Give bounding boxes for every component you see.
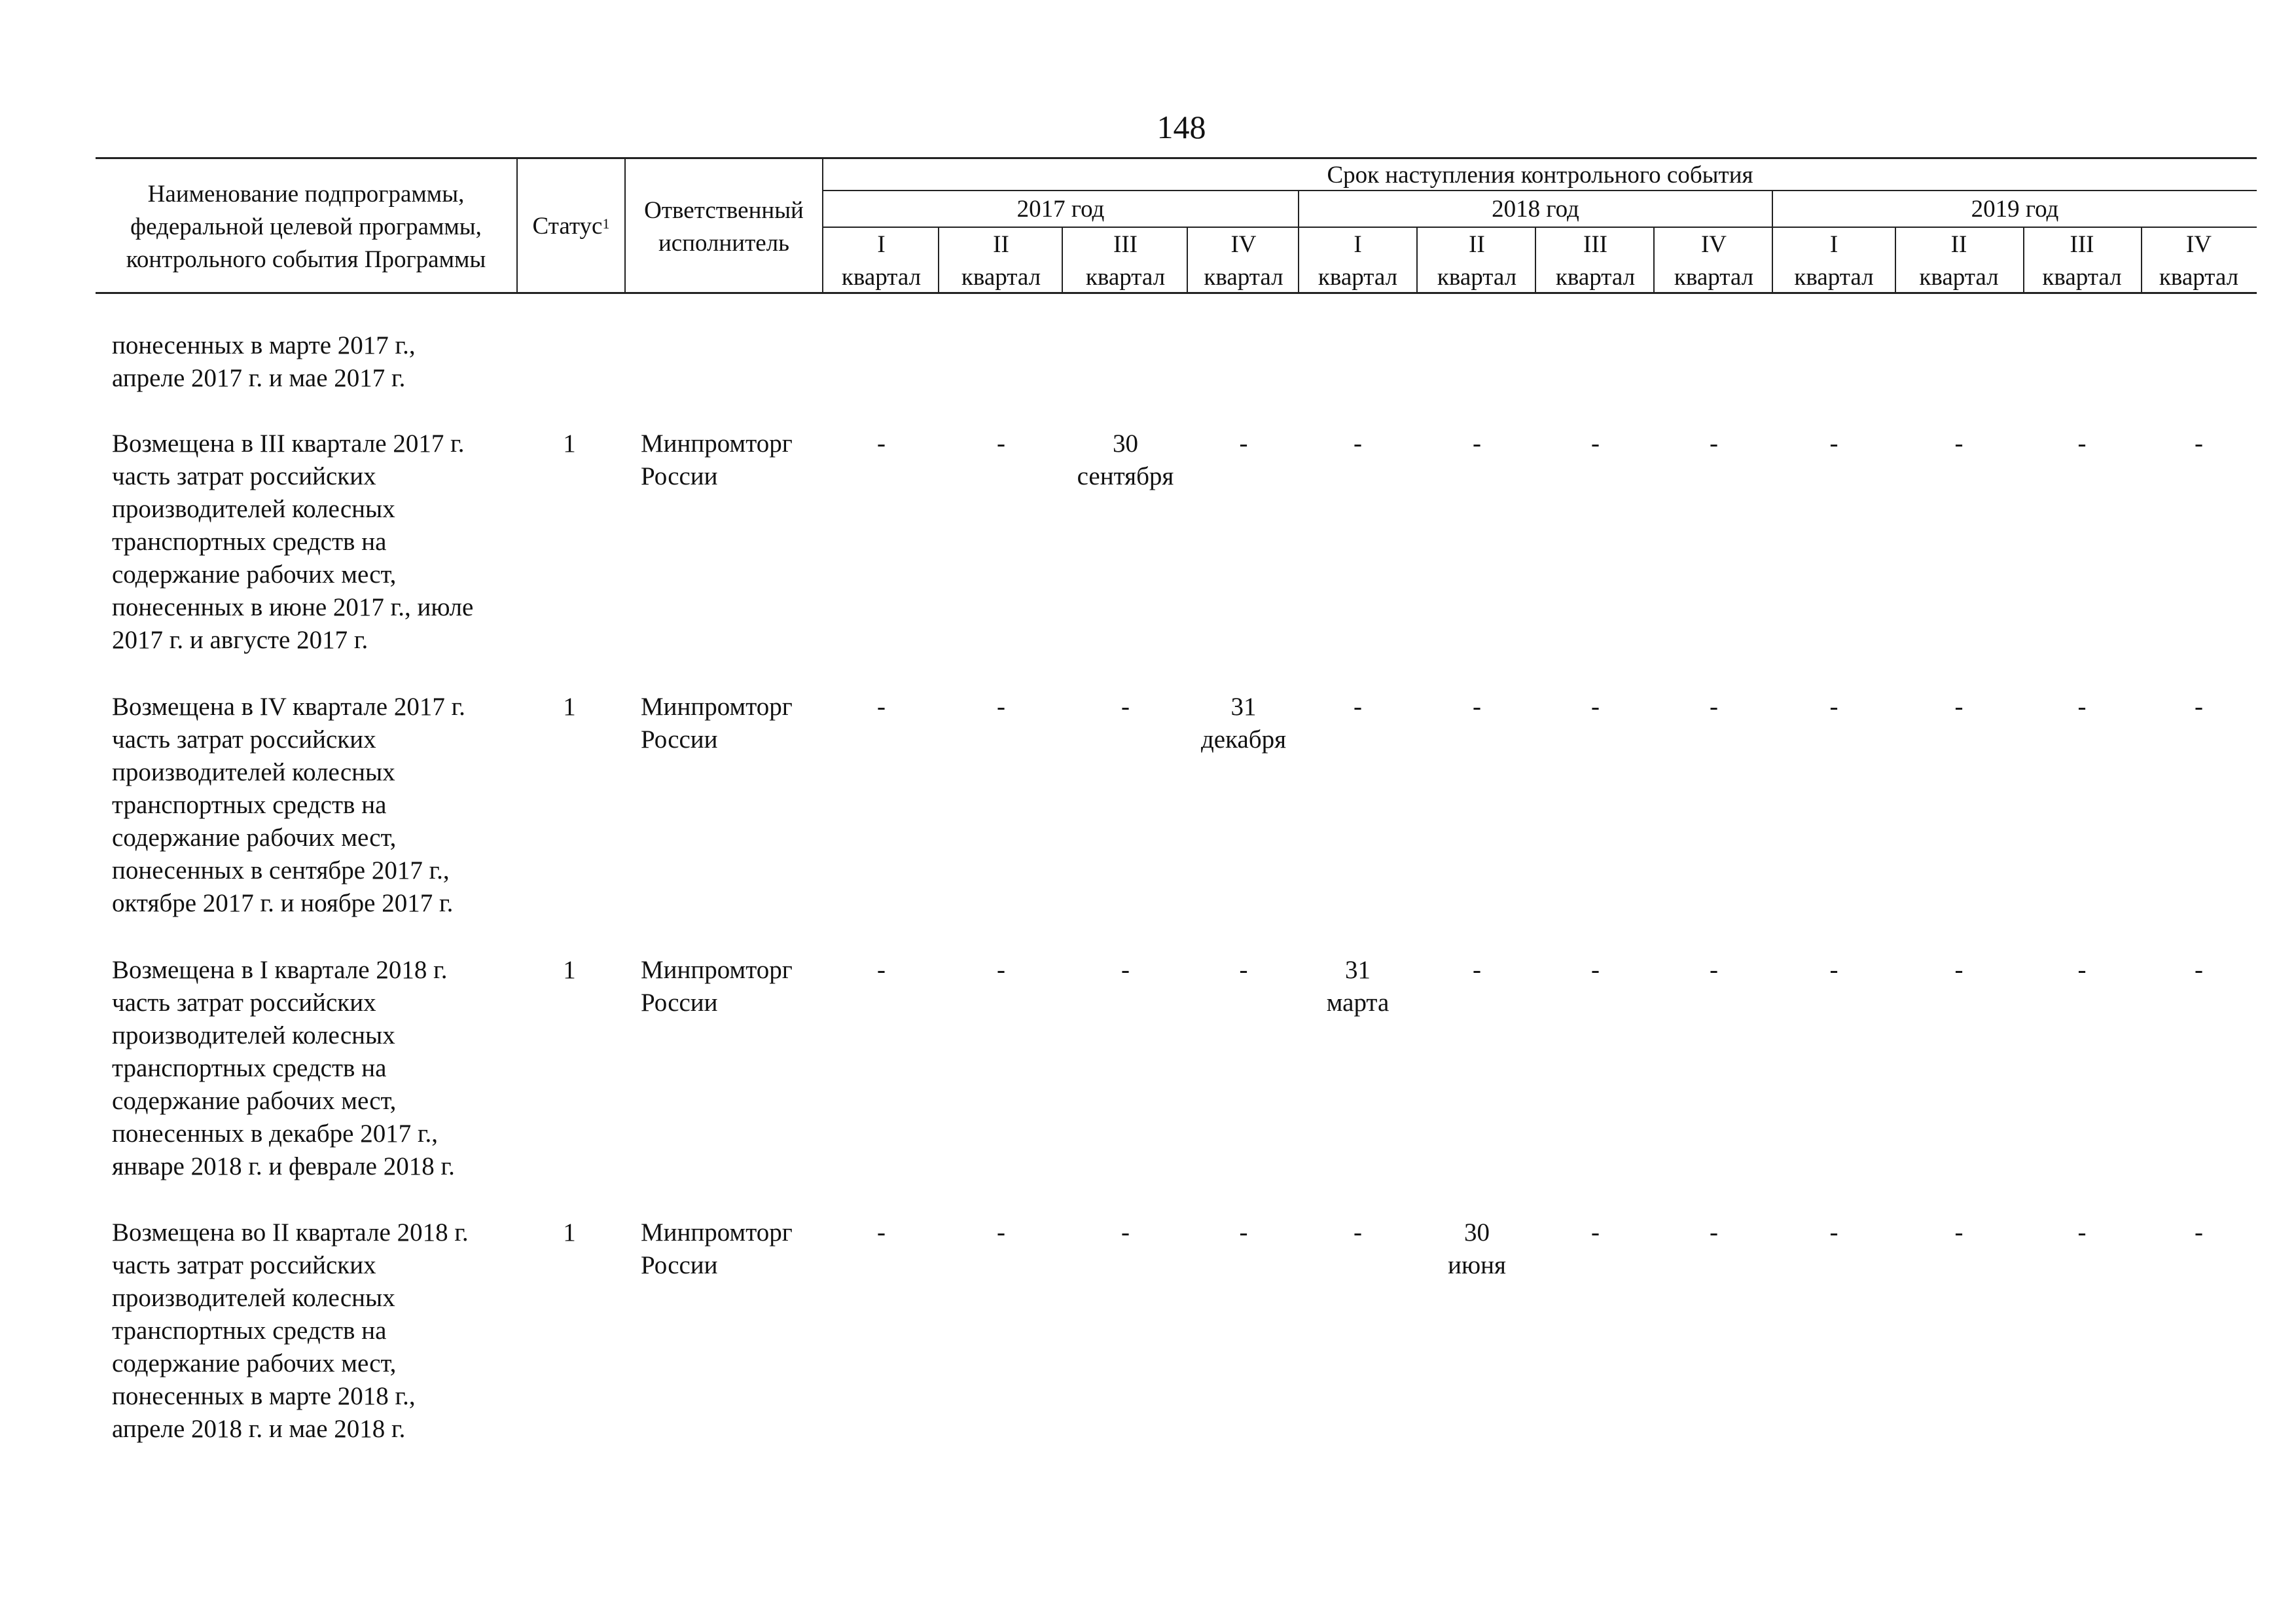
page-number: 148 xyxy=(1157,109,1206,145)
quarter-deadline-cell: - xyxy=(2195,693,2203,721)
event-executor: Минпромторг России xyxy=(641,693,793,754)
quarter-deadline-cell: - xyxy=(877,1218,886,1247)
header-executor-column: Ответственный исполнитель xyxy=(644,197,804,257)
quarter-deadline-cell: - xyxy=(2077,1218,2087,1247)
quarter-deadline-cell: - xyxy=(1710,693,1718,721)
quarter-deadline-cell: - xyxy=(1829,429,1839,458)
quarter-deadline-cell: - xyxy=(1829,693,1839,721)
quarter-deadline-cell: 30 июня xyxy=(1448,1218,1506,1279)
header-quarter-numeral: I xyxy=(1354,231,1362,258)
quarter-deadline-cell: - xyxy=(997,956,1005,984)
quarter-deadline-cell: - xyxy=(1954,429,1964,458)
header-quarter-numeral: I xyxy=(877,231,886,258)
event-name: Возмещена в I квартале 2018 г. часть затрат российских производителей колесных транспортных средств на содержание рабочих мест, понесенных в декабре 2017 г., январе 2018 г. и феврале 2018 г. xyxy=(112,956,455,1180)
quarter-deadline-cell: - xyxy=(1354,429,1362,458)
quarter-deadline-cell: - xyxy=(1591,1218,1600,1247)
quarter-deadline-cell: - xyxy=(1591,429,1600,458)
header-quarter-numeral: III xyxy=(1583,231,1607,258)
header-quarter-numeral: I xyxy=(1829,231,1839,258)
quarter-deadline-cell: - xyxy=(997,1218,1005,1247)
header-quarter-word: квартал xyxy=(1085,264,1166,291)
quarter-deadline-cell: - xyxy=(2195,1218,2203,1247)
quarter-deadline-cell: 30 сентября xyxy=(1077,429,1174,490)
header-status-label: Статус xyxy=(532,213,603,240)
quarter-deadline-cell: - xyxy=(1473,429,1481,458)
quarter-deadline-cell: - xyxy=(1954,693,1964,721)
quarter-deadline-cell: - xyxy=(1473,956,1481,984)
header-quarter-word: квартал xyxy=(1794,264,1874,291)
header-quarter-word: квартал xyxy=(2159,264,2239,291)
quarter-deadline-cell: - xyxy=(1710,429,1718,458)
quarter-deadline-cell: 31 марта xyxy=(1326,956,1390,1017)
header-year-2017: 2017 год xyxy=(1016,196,1105,223)
header-quarter-word: квартал xyxy=(841,264,922,291)
quarter-deadline-cell: - xyxy=(2195,429,2203,458)
quarter-deadline-cell: - xyxy=(1354,1218,1362,1247)
header-quarter-word: квартал xyxy=(1318,264,1398,291)
header-quarter-word: квартал xyxy=(1919,264,1999,291)
header-quarter-numeral: III xyxy=(2070,231,2094,258)
event-executor: Минпромторг России xyxy=(641,429,793,490)
quarter-deadline-cell: - xyxy=(1829,1218,1839,1247)
header-status-column xyxy=(518,211,624,242)
quarter-deadline-cell: 31 декабря xyxy=(1200,693,1287,754)
quarter-deadline-cell: - xyxy=(997,429,1005,458)
header-quarter-numeral: III xyxy=(1113,231,1138,258)
quarter-deadline-cell: - xyxy=(1473,693,1481,721)
quarter-deadline-cell: - xyxy=(1954,956,1964,984)
quarter-deadline-cell: - xyxy=(1954,1218,1964,1247)
event-status: 1 xyxy=(563,693,576,721)
quarter-deadline-cell: - xyxy=(1591,956,1600,984)
header-quarter-word: квартал xyxy=(1674,264,1754,291)
event-status: 1 xyxy=(563,1218,576,1247)
quarter-deadline-cell: - xyxy=(1710,956,1718,984)
quarter-deadline-cell: - xyxy=(1829,956,1839,984)
quarter-deadline-cell: - xyxy=(997,693,1005,721)
quarter-deadline-cell: - xyxy=(877,956,886,984)
event-name: Возмещена в III квартале 2017 г. часть затрат российских производителей колесных транспортных средств на содержание рабочих мест, понесенных в июне 2017 г., июле 2017 г. и августе 2017 г. xyxy=(112,429,474,654)
quarter-deadline-cell: - xyxy=(1239,429,1248,458)
header-name-column: Наименование подпрограммы, федеральной целевой программы, контрольного события Программы xyxy=(126,181,486,273)
header-quarter-numeral: IV xyxy=(1230,231,1257,258)
quarter-deadline-cell: - xyxy=(2077,693,2087,721)
header-quarter-word: квартал xyxy=(1555,264,1636,291)
header-quarter-numeral: II xyxy=(1469,231,1485,258)
event-status: 1 xyxy=(563,956,576,984)
header-quarter-word: квартал xyxy=(961,264,1041,291)
quarter-deadline-cell: - xyxy=(1121,956,1130,984)
event-name: Возмещена во II квартале 2018 г. часть затрат российских производителей колесных транспортных средств на содержание рабочих мест, понесенных в марте 2018 г., апреле 2018 г. и мае 2018 г. xyxy=(112,1218,469,1443)
quarter-deadline-cell: - xyxy=(1354,693,1362,721)
status-footnote-mark: 1 xyxy=(602,215,610,232)
event-name: Возмещена в IV квартале 2017 г. часть затрат российских производителей колесных транспортных средств на содержание рабочих мест, понесенных в сентябре 2017 г., октябре 2017 г. и ноябре 2017 г. xyxy=(112,693,465,917)
header-quarter-numeral: II xyxy=(1950,231,1967,258)
event-status: 1 xyxy=(563,429,576,458)
header-quarter-numeral: II xyxy=(993,231,1009,258)
event-executor: Минпромторг России xyxy=(641,956,793,1017)
header-quarter-word: квартал xyxy=(2042,264,2122,291)
quarter-deadline-cell: - xyxy=(1239,1218,1248,1247)
quarter-deadline-cell: - xyxy=(877,693,886,721)
header-year-2018: 2018 год xyxy=(1492,196,1579,223)
header-quarter-numeral: IV xyxy=(2185,231,2212,258)
header-quarter-word: квартал xyxy=(1437,264,1517,291)
header-quarter-word: квартал xyxy=(1204,264,1283,291)
quarter-deadline-cell: - xyxy=(1591,693,1600,721)
event-name: понесенных в марте 2017 г., апреле 2017 г. и мае 2017 г. xyxy=(112,331,416,392)
header-quarter-numeral: IV xyxy=(1700,231,1727,258)
quarter-deadline-cell: - xyxy=(1710,1218,1718,1247)
header-year-2019: 2019 год xyxy=(1971,196,2059,223)
header-deadline-column: Срок наступления контрольного события xyxy=(1327,162,1753,189)
quarter-deadline-cell: - xyxy=(1239,956,1248,984)
quarter-deadline-cell: - xyxy=(1121,1218,1130,1247)
event-executor: Минпромторг России xyxy=(641,1218,793,1279)
table-header xyxy=(96,157,2257,295)
quarter-deadline-cell: - xyxy=(877,429,886,458)
quarter-deadline-cell: - xyxy=(2077,956,2087,984)
quarter-deadline-cell: - xyxy=(2195,956,2203,984)
quarter-deadline-cell: - xyxy=(1121,693,1130,721)
quarter-deadline-cell: - xyxy=(2077,429,2087,458)
